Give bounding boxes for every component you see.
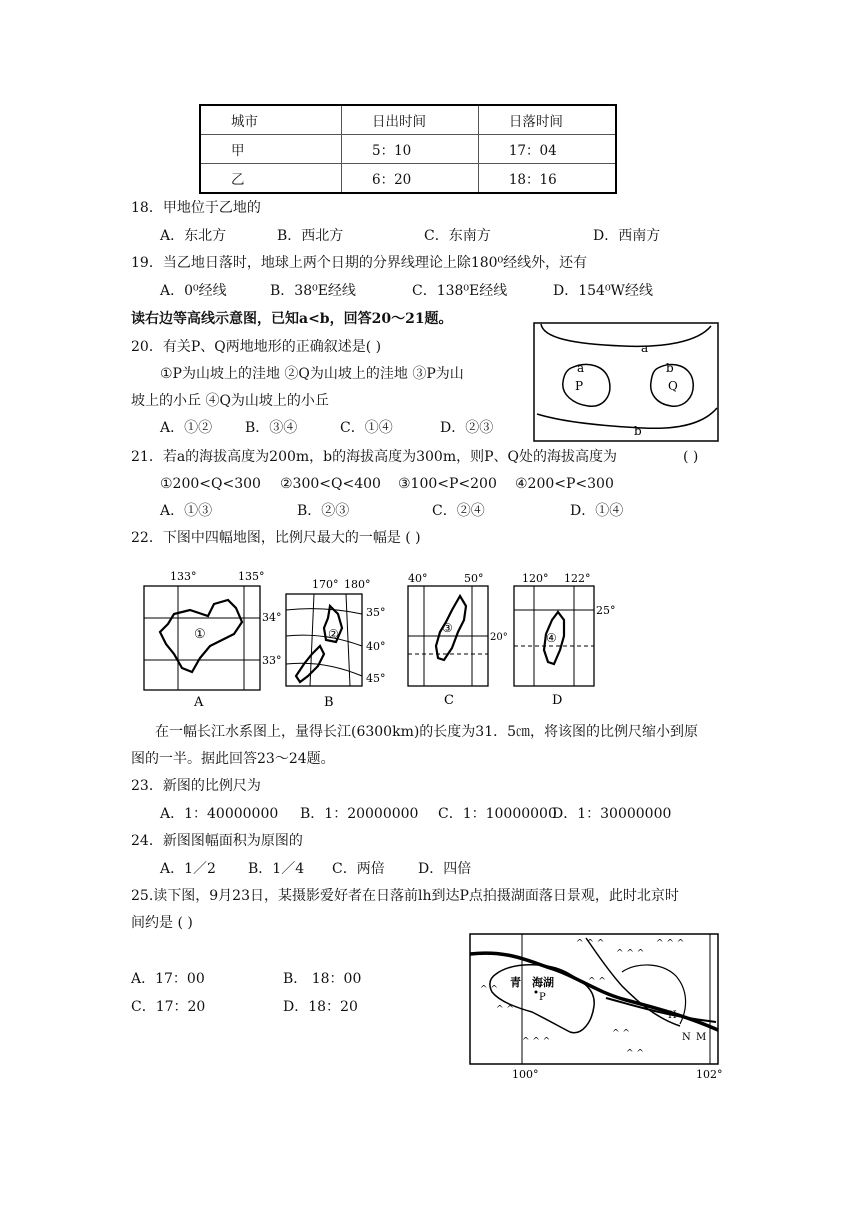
map-b-parallel bbox=[286, 609, 362, 614]
mountain-symbol: ^ ^ bbox=[588, 977, 606, 987]
table-header-cell: 日落时间 bbox=[478, 105, 616, 135]
map-b-lat-3: 45° bbox=[366, 672, 386, 685]
map-b-letter: B bbox=[324, 695, 334, 710]
lake-map-lon-left: 100° bbox=[512, 1068, 539, 1081]
q25-option-b: B． 18：00 bbox=[283, 971, 362, 987]
mountain-symbol: ^ ^ bbox=[612, 1029, 630, 1039]
contour-label-a-top: a bbox=[641, 341, 649, 355]
point-p-label: P bbox=[539, 992, 546, 1003]
table-header-row bbox=[200, 105, 616, 135]
q21-item-2: ②300<Q<400 bbox=[280, 476, 381, 492]
table-row bbox=[200, 164, 616, 194]
map-d-lat: 25° bbox=[596, 604, 616, 617]
q20-line2: ①P为山坡上的洼地 ②Q为山坡上的洼地 ③P为山 bbox=[160, 366, 464, 382]
map-c-letter: C bbox=[444, 693, 454, 708]
contour-label-a-loop: a bbox=[577, 361, 585, 375]
map-a-lon-left: 133° bbox=[170, 570, 197, 583]
map-b-lon-left: 170° bbox=[312, 578, 339, 591]
map-d-letter: D bbox=[552, 693, 563, 708]
mountain-symbol: ^ ^ ^ bbox=[616, 949, 645, 959]
map-b-lat-1: 35° bbox=[366, 606, 386, 619]
map-a-letter: A bbox=[194, 695, 204, 710]
q24-stem: 24．新图图幅面积为原图的 bbox=[131, 833, 303, 849]
q21-paren: ( ) bbox=[683, 449, 699, 465]
q20-option-d: D．②③ bbox=[440, 420, 494, 436]
q25-line2: 间约是 ( ) bbox=[131, 915, 193, 931]
map-c-mark: ③ bbox=[442, 621, 453, 635]
q21-item-1: ①200<Q<300 bbox=[160, 476, 261, 492]
point-h-label: H bbox=[668, 1010, 677, 1021]
q25-option-c: C．17：20 bbox=[131, 999, 206, 1015]
q24-option-a: A．1／2 bbox=[160, 861, 216, 877]
q20-option-b: B．③④ bbox=[245, 420, 298, 436]
q23-option-c: C．1：10000000 bbox=[438, 806, 557, 822]
table-cell: 18：16 bbox=[478, 164, 616, 194]
q24-option-b: B．1／4 bbox=[248, 861, 305, 877]
q19-option-c: C．138⁰E经线 bbox=[412, 283, 508, 299]
lake-map-lon-right: 102° bbox=[696, 1068, 723, 1081]
q18-stem: 18．甲地位于乙地的 bbox=[131, 200, 261, 216]
sunrise-sunset-table bbox=[199, 104, 617, 194]
q19-option-d: D．154⁰W经线 bbox=[553, 283, 653, 299]
map-a-lat-top: 34° bbox=[262, 611, 282, 624]
map-b-meridian bbox=[346, 594, 350, 686]
q20-stem: 20．有关P、Q两地地形的正确叙述是( ) bbox=[131, 339, 382, 355]
map-a-lon-right: 135° bbox=[238, 570, 265, 583]
q23-option-b: B．1：20000000 bbox=[300, 806, 419, 822]
map-d-mark: ④ bbox=[546, 631, 557, 645]
railway-line bbox=[470, 953, 718, 1030]
q22-stem: 22．下图中四幅地图，比例尺最大的一幅是 ( ) bbox=[131, 530, 421, 546]
lake-name-2: 海湖 bbox=[532, 976, 554, 989]
lake-name-1: 青 bbox=[510, 976, 521, 989]
map-a-lat-bottom: 33° bbox=[262, 654, 282, 667]
q21-item-4: ④200<P<300 bbox=[515, 476, 614, 492]
contour-label-b-loop: b bbox=[666, 361, 674, 375]
table-cell: 5：10 bbox=[342, 135, 479, 164]
map-b-lat-2: 40° bbox=[366, 640, 386, 653]
mountain-symbol: ^ ^ ^ bbox=[522, 1037, 551, 1047]
map-b-parallel bbox=[286, 635, 362, 646]
q18-option-c: C．东南方 bbox=[424, 228, 491, 244]
q23-option-a: A．1：40000000 bbox=[160, 806, 279, 822]
mountain-symbol: ^ ^ ^ bbox=[576, 939, 605, 949]
mountain-symbol: ^ ^ ^ bbox=[656, 939, 685, 949]
q18-option-a: A．东北方 bbox=[160, 228, 227, 244]
q19-stem: 19．当乙地日落时，地球上两个日期的分界线理论上除180⁰经线外，还有 bbox=[131, 255, 588, 271]
q21-option-d: D．①④ bbox=[570, 503, 624, 519]
table-cell: 17：04 bbox=[478, 135, 616, 164]
point-p-marker bbox=[535, 991, 538, 994]
map-b bbox=[280, 576, 392, 712]
map-a bbox=[138, 566, 282, 712]
map-c-lon-left: 40° bbox=[408, 572, 428, 585]
contour-label-b-bottom: b bbox=[634, 424, 642, 438]
contour-loop-p bbox=[563, 364, 610, 406]
point-m-label: M bbox=[696, 1032, 707, 1043]
point-n-label: N bbox=[682, 1032, 691, 1043]
table-header-cell: 日出时间 bbox=[342, 105, 479, 135]
map-c-lon-right: 50° bbox=[464, 572, 484, 585]
map-d-lon-right: 122° bbox=[564, 572, 591, 585]
q21-option-a: A．①③ bbox=[160, 503, 213, 519]
map-c bbox=[404, 570, 508, 712]
mountain-symbol: ^ ^ bbox=[626, 1049, 644, 1059]
q18-option-d: D．西南方 bbox=[593, 228, 661, 244]
contour-map bbox=[533, 322, 719, 444]
instruction-20-21: 读右边等高线示意图，已知a<b，回答20～21题。 bbox=[131, 311, 453, 327]
table-row bbox=[200, 135, 616, 164]
table-cell: 甲 bbox=[200, 135, 342, 164]
table-header-cell: 城市 bbox=[200, 105, 342, 135]
map-b-lon-right: 180° bbox=[344, 578, 371, 591]
qinghai-lake-map bbox=[466, 932, 724, 1086]
q23-stem: 23．新图的比例尺为 bbox=[131, 778, 261, 794]
q19-option-a: A．0⁰经线 bbox=[160, 283, 227, 299]
map-d-lon-left: 120° bbox=[522, 572, 549, 585]
contour-label-q: Q bbox=[668, 379, 678, 393]
q25-option-d: D．18：20 bbox=[283, 999, 358, 1015]
q25-line1: 25.读下图，9月23日，某摄影爱好者在日落前lh到达P点拍摄湖面落日景观，此时北京时 bbox=[131, 888, 679, 904]
contour-label-p: P bbox=[575, 379, 584, 393]
table-cell: 乙 bbox=[200, 164, 342, 194]
mountain-symbol: ^ ^ bbox=[480, 985, 498, 995]
q20-option-a: A．①② bbox=[160, 420, 213, 436]
passage-23-24-line1: 在一幅长江水系图上，量得长江(6300km)的长度为31．5㎝，将该图的比例尺缩小到原 bbox=[155, 724, 699, 740]
contour-line-a-top bbox=[541, 324, 711, 346]
q24-option-c: C．两倍 bbox=[332, 861, 385, 877]
q19-option-b: B．38⁰E经线 bbox=[270, 283, 356, 299]
q20-line3: 坡上的小丘 ④Q为山坡上的小丘 bbox=[131, 393, 329, 409]
q21-option-b: B．②③ bbox=[297, 503, 350, 519]
map-a-mark: ① bbox=[194, 627, 206, 642]
q23-option-d: D．1：30000000 bbox=[552, 806, 672, 822]
table-cell: 6：20 bbox=[342, 164, 479, 194]
contour-line-b-bottom bbox=[537, 408, 717, 428]
q24-option-d: D．四倍 bbox=[418, 861, 472, 877]
map-d bbox=[508, 570, 622, 712]
q18-option-b: B．西北方 bbox=[277, 228, 344, 244]
q21-stem: 21．若a的海拔高度为200m，b的海拔高度为300m，则P、Q处的海拔高度为 bbox=[131, 449, 618, 465]
q25-option-a: A．17：00 bbox=[131, 971, 205, 987]
map-b-mark: ② bbox=[328, 627, 339, 641]
q21-option-c: C．②④ bbox=[432, 503, 485, 519]
passage-23-24-line2: 图的一半。据此回答23～24题。 bbox=[131, 751, 335, 767]
mountain-symbol: ^ ^ bbox=[496, 1005, 514, 1015]
map-c-lat: 20° bbox=[490, 632, 508, 643]
q21-item-3: ③100<P<200 bbox=[398, 476, 497, 492]
q20-option-c: C．①④ bbox=[340, 420, 393, 436]
